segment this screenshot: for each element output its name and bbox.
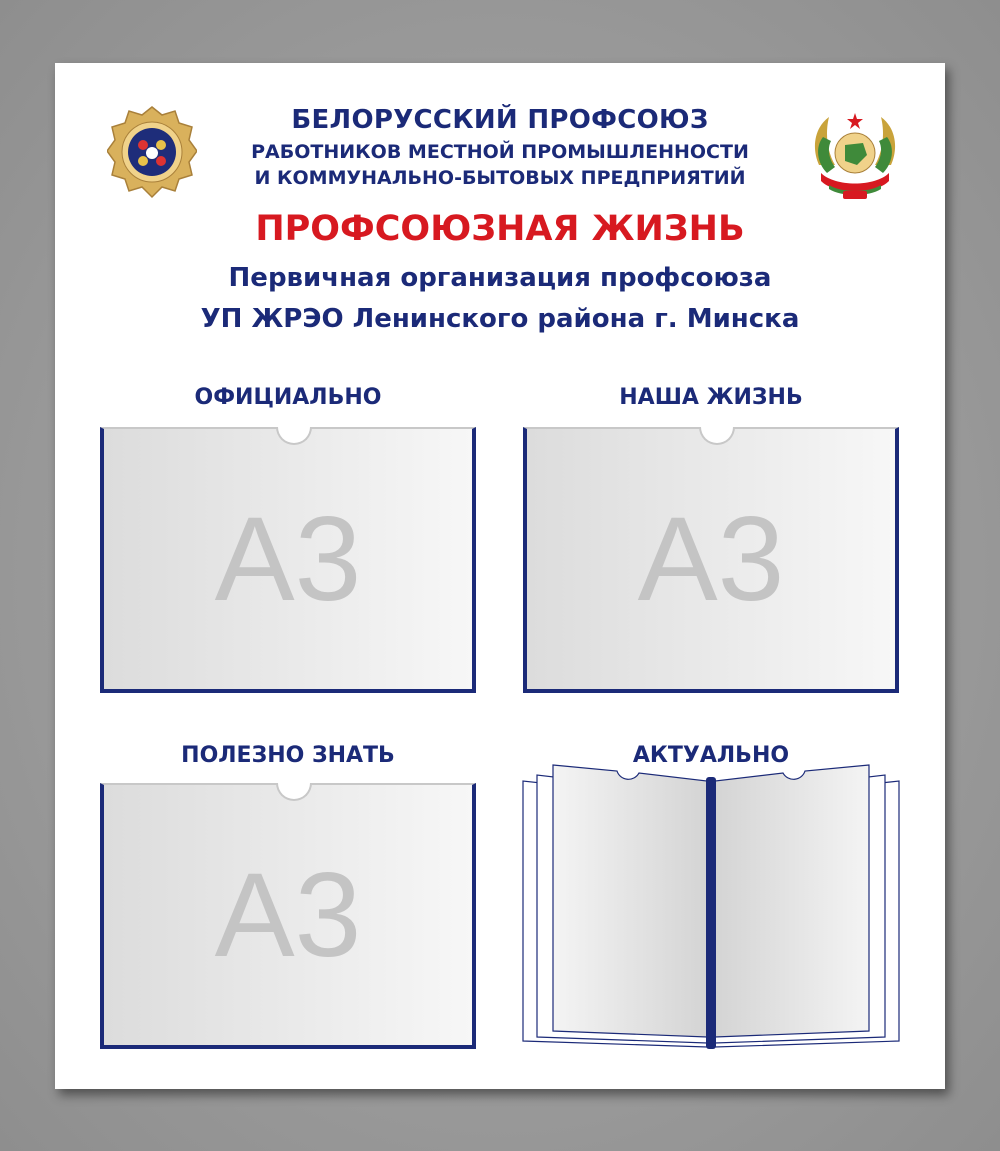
section-title-useful-to-know: ПОЛЕЗНО ЗНАТЬ xyxy=(181,743,395,768)
pocket-a3-our-life xyxy=(523,427,899,693)
organization-line2: УП ЖРЭО Ленинского района г. Минска xyxy=(200,304,800,334)
pocket-size-label: А3 xyxy=(214,848,362,982)
board-title: ПРОФСОЮЗНАЯ ЖИЗНЬ xyxy=(255,209,745,249)
pocket-a3-useful-to-know xyxy=(100,783,476,1049)
section-title-official: ОФИЦИАЛЬНО xyxy=(194,385,382,410)
organization-line1: Первичная организация профсоюза xyxy=(228,263,772,293)
union-name-line1: БЕЛОРУССКИЙ ПРОФСОЮЗ xyxy=(291,105,709,135)
information-board xyxy=(55,63,945,1089)
pocket-a3-official xyxy=(100,427,476,693)
section-title-our-life: НАША ЖИЗНЬ xyxy=(619,385,803,410)
pocket-notch xyxy=(276,783,312,801)
pocket-size-label: А3 xyxy=(637,492,785,626)
union-name-line2: РАБОТНИКОВ МЕСТНОЙ ПРОМЫШЛЕННОСТИ xyxy=(251,141,749,163)
pocket-size-label: А3 xyxy=(214,492,362,626)
flip-book-pocket[interactable] xyxy=(521,761,901,1055)
section-title-relevant: АКТУАЛЬНО xyxy=(632,743,790,768)
pocket-notch xyxy=(276,427,312,445)
union-name-line3: И КОММУНАЛЬНО-БЫТОВЫХ ПРЕДПРИЯТИЙ xyxy=(254,167,746,189)
pocket-notch xyxy=(699,427,735,445)
